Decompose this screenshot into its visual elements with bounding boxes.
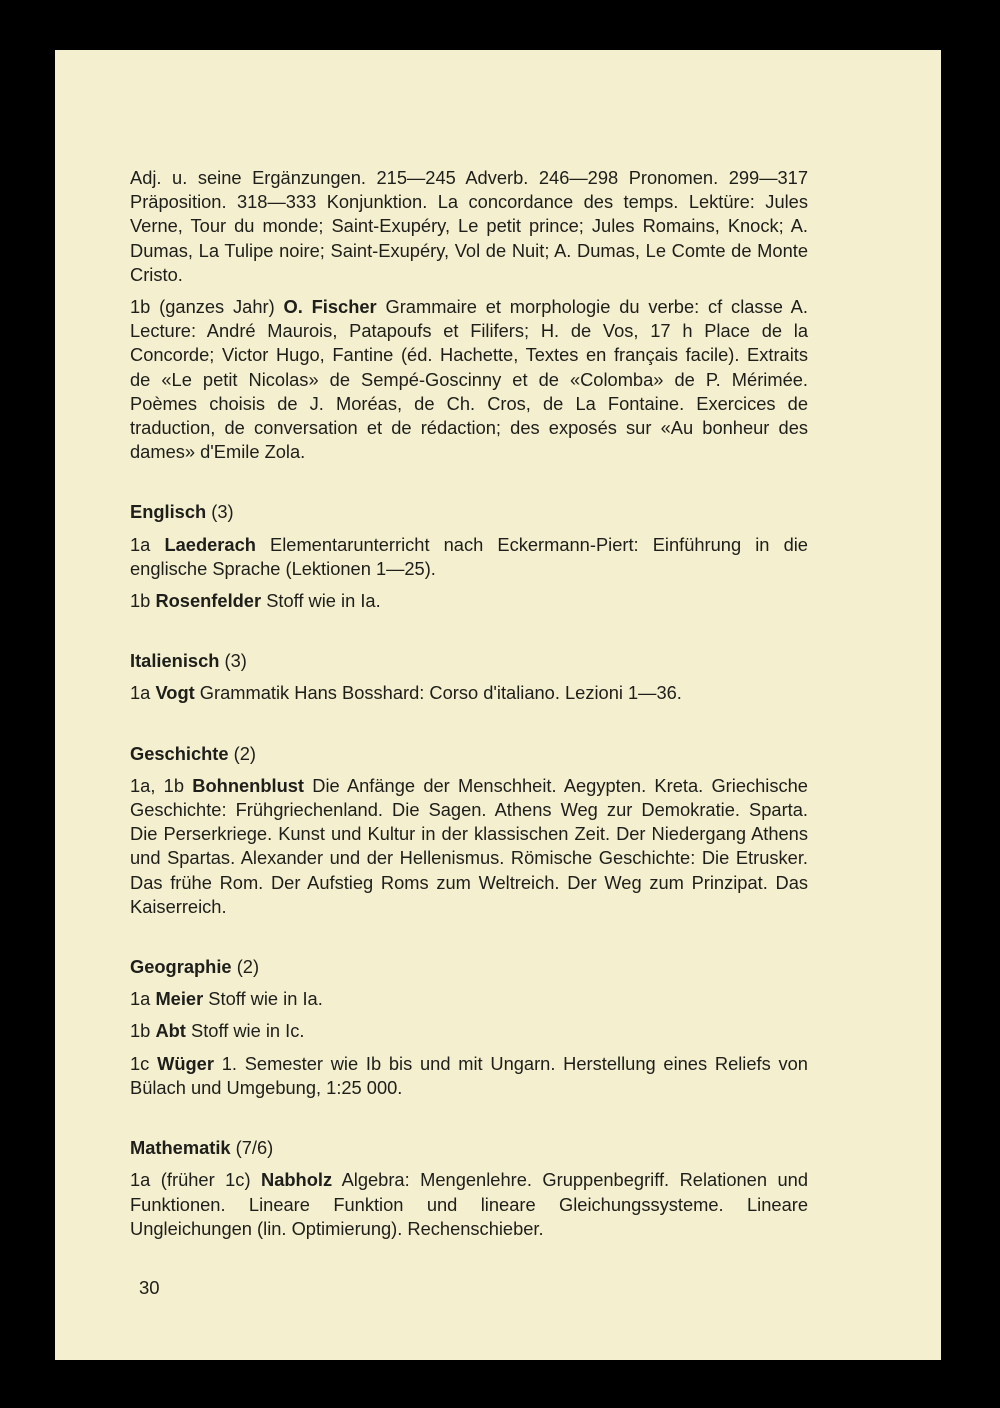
page-number: 30 [139,1277,160,1298]
teacher-name: Abt [155,1020,186,1042]
course-label: 1a [130,988,151,1010]
teacher-name: Bohnenblust [192,774,304,796]
course-description: Grammatik Hans Bosshard: Corso d'italiano. Lezioni 1—36. [199,682,682,704]
course-label: 1a [130,533,151,555]
french-1b-paragraph [130,295,808,464]
section-heading-mathematik [130,1136,808,1160]
subject-name: Italienisch [130,650,220,672]
entry-geographie-1c [130,1052,808,1100]
subject-hours: (7/6) [235,1137,274,1159]
subject-hours: (2) [233,742,256,764]
subject-name: Geographie [130,956,232,978]
course-description: Stoff wie in Ia. [266,590,381,612]
subject-hours: (3) [224,650,247,672]
course-description: 1. Semester wie Ib bis und mit Ungarn. Herstellung eines Reliefs von Bülach und Umgebung, 1:25 000. [130,1052,808,1098]
teacher-name: O. Fischer [283,296,377,318]
teacher-name: Vogt [155,682,195,704]
entry-geschichte-1a-1b [130,774,808,919]
subject-name: Englisch [130,501,207,523]
intro-paragraph: Adj. u. seine Ergänzungen. 215—245 Adverb. 246—298 Pronomen. 299—317 Präposition. 318—333 Konjunktion. La concordance des temps. Lektüre: Jules Verne, Tour du monde; Saint-Exupéry, Le petit prince; Jules Romains, Knock; A. Dumas, La Tulipe noire; Saint-Exupéry, Vol de Nuit; A. Dumas, Le Comte de Monte Cristo. [130,167,808,285]
course-label: 1a (früher 1c) [130,1169,251,1191]
course-label: 1c [130,1052,150,1074]
course-description: Algebra: Mengenlehre. Gruppenbegriff. Relationen und Funktionen. Lineare Funktion und lineare Gleichungssysteme. Lineare Ungleichungen (lin. Optimierung). Rechenschieber. [130,1169,808,1239]
entry-mathematik-1a [130,1168,808,1241]
section-heading-englisch [130,500,808,524]
subject-name: Mathematik [130,1137,231,1159]
section-heading-geschichte [130,742,808,766]
entry-geographie-1b [130,1019,808,1043]
course-label: 1a, 1b [130,774,185,796]
subject-hours: (2) [236,956,260,978]
course-description: Stoff wie in Ic. [191,1020,305,1042]
course-description: Grammaire et morphologie du verbe: cf classe A. Lecture: André Maurois, Patapoufs et Filifers; H. de Vos, 17 h Place de la Concorde; Victor Hugo, Fantine (éd. Hachette, Textes en français facile). Extraits de «Le petit Nicolas» de Sempé-Goscinny et de «Colomba» de P. Mérimée. Poèmes choisis de J. Moréas, de Ch. Cros, de La Fontaine. Exercices de traduction, de conversation et de rédaction; des exposés sur «Au bonheur des dames» d'Emile Zola. [130,296,808,463]
subject-hours: (3) [211,501,234,523]
teacher-name: Laederach [164,533,256,555]
course-description: Die Anfänge der Menschheit. Aegypten. Kreta. Griechische Geschichte: Frühgriechenland. Die Sagen. Athens Weg zur Demokratie. Sparta. Die Perserkriege. Kunst und Kultur in der klassischen Zeit. Der Niedergang Athens und Spartas. Alexander und der Hellenismus. Römische Geschichte: Die Etrusker. Das frühe Rom. Der Aufstieg Roms zum Weltreich. Der Weg zum Prinzipat. Das Kaiserreich. [130,774,808,917]
course-label: 1b [130,590,151,612]
course-label: 1b (ganzes Jahr) [130,296,275,318]
section-heading-italienisch [130,649,808,673]
teacher-name: Wüger [157,1052,214,1074]
entry-geographie-1a [130,987,808,1011]
course-label: 1a [130,682,151,704]
teacher-name: Meier [155,988,204,1010]
subject-name: Geschichte [130,742,229,764]
course-description: Stoff wie in Ia. [208,988,323,1010]
teacher-name: Rosenfelder [155,590,262,612]
page-content [130,166,808,1241]
entry-italienisch-1a [130,681,808,705]
document-page [55,50,941,1360]
course-label: 1b [130,1020,151,1042]
entry-englisch-1b [130,589,808,613]
entry-englisch-1a [130,533,808,581]
course-description: Elementarunterricht nach Eckermann-Piert: Einführung in die englische Sprache (Lektionen 1—25). [130,533,808,579]
section-heading-geographie [130,955,808,979]
teacher-name: Nabholz [261,1169,333,1191]
